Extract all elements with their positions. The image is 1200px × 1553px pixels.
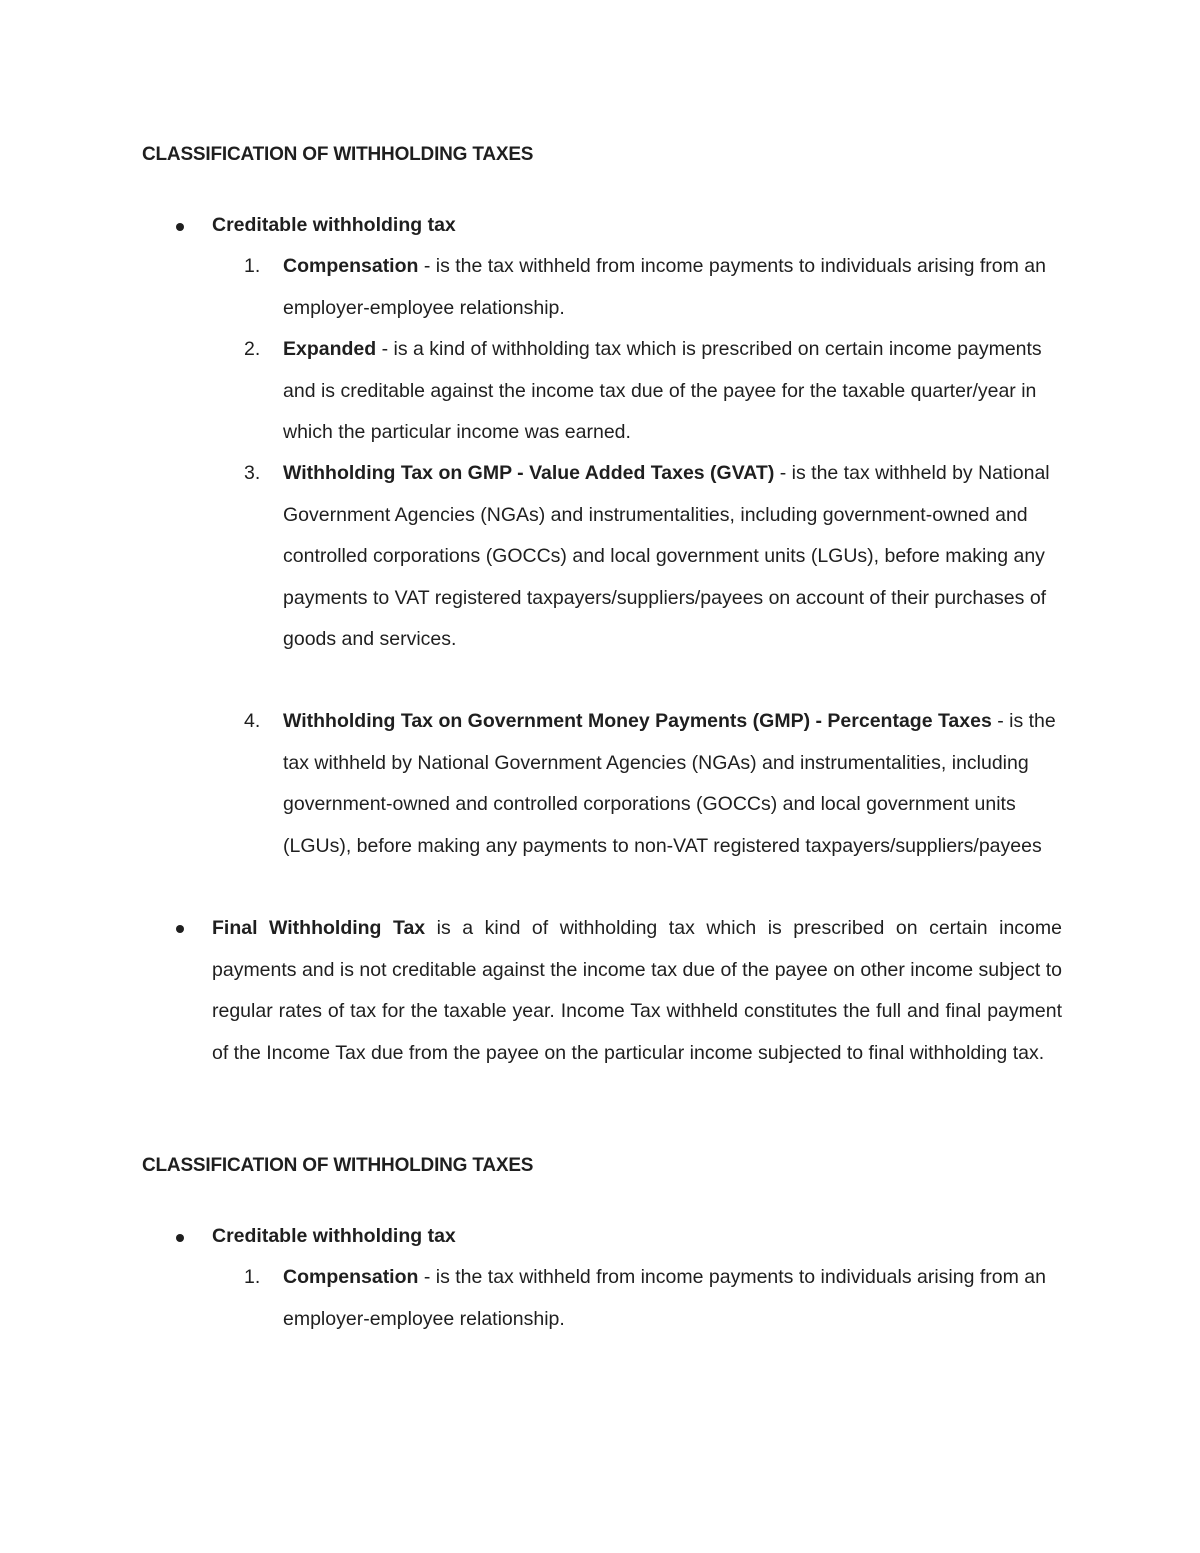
item-term: Compensation: [283, 1266, 419, 1288]
item-term: Withholding Tax on GMP - Value Added Taxes (GVAT): [283, 462, 775, 484]
item-description: - is the tax withheld by National Government Agencies (NGAs) and instrumentalities, including government-owned and controlled corporations (GOCCs) and local government units (LGUs), before making any payments to VAT registered taxpayers/suppliers/payees on account of their purchases of goods and services.: [283, 462, 1050, 650]
item-term: Withholding Tax on Government Money Payments (GMP) - Percentage Taxes: [283, 710, 992, 732]
item-term: Expanded: [283, 338, 377, 360]
section-heading: CLASSIFICATION OF WITHHOLDING TAXES: [142, 1155, 534, 1176]
list-number: 4.: [244, 710, 261, 732]
bullet-dot-icon: [176, 925, 184, 933]
bullet-dot-icon: [176, 223, 184, 231]
item-description: - is a kind of withholding tax which is prescribed on certain income payments and is creditable against the income tax due of the payee for the taxable quarter/year in which the particular income was earned.: [283, 338, 1042, 443]
section-heading: CLASSIFICATION OF WITHHOLDING TAXES: [142, 144, 534, 165]
list-number: 3.: [244, 462, 261, 484]
item-description: - is the tax withheld from income payments to individuals arising from an employer-employee relationship.: [283, 255, 1046, 319]
item-description: - is the tax withheld by National Government Agencies (NGAs) and instrumentalities, including government-owned and controlled corporations (GOCCs) and local government units (LGUs), before making any payments to non-VAT registered taxpayers/suppliers/payees: [283, 710, 1056, 857]
item-description: - is the tax withheld from income payments to individuals arising from an employer-employee relationship.: [283, 1266, 1046, 1330]
bullet-dot-icon: [176, 1234, 184, 1242]
bullet-term: Final Withholding Tax: [212, 917, 426, 939]
bullet-label: Creditable withholding tax: [212, 1225, 456, 1247]
list-number: 2.: [244, 338, 261, 360]
list-number: 1.: [244, 255, 261, 277]
bullet-description: is a kind of withholding tax which is prescribed on certain income payments and is not creditable against the income tax due of the payee on other income subject to regular rates of tax for the taxable year. Income Tax withheld constitutes the full and final payment of the Income Tax due from the payee on the particular income subjected to final withholding tax.: [212, 917, 1062, 1064]
item-term: Compensation: [283, 255, 419, 277]
bullet-label: Creditable withholding tax: [212, 214, 456, 236]
list-number: 1.: [244, 1266, 261, 1288]
